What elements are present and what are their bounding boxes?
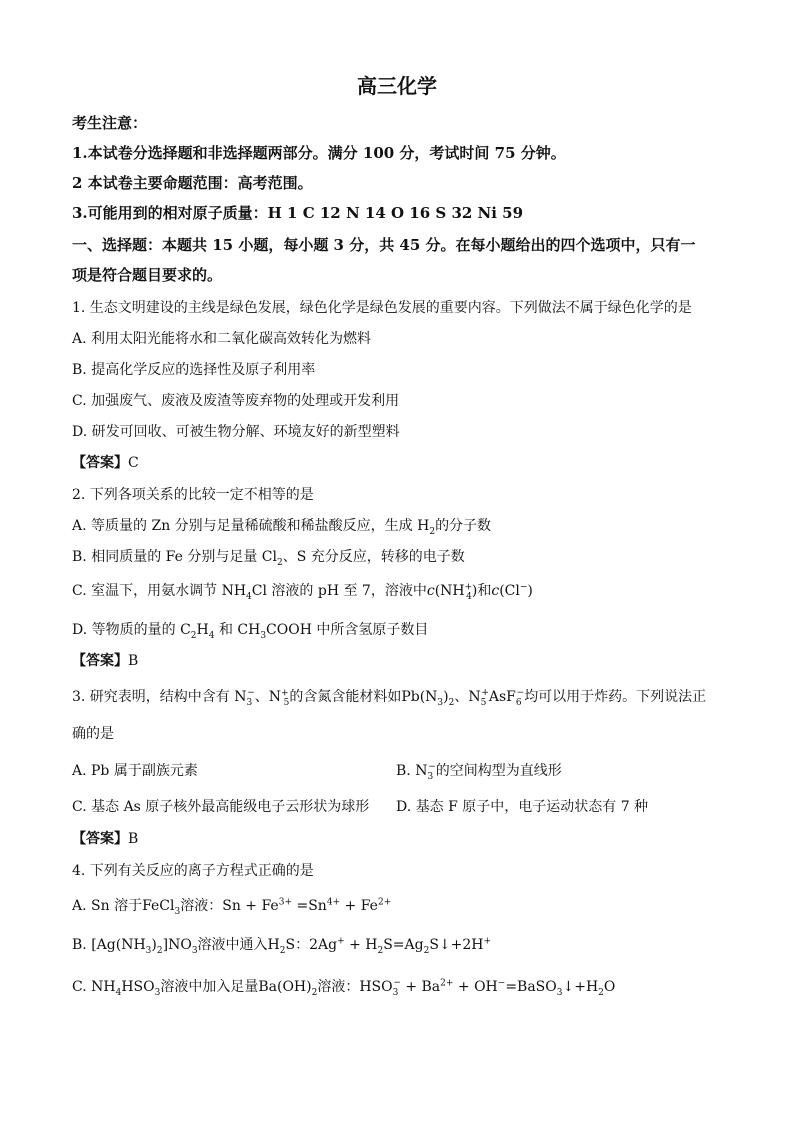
notice-3: 3.可能用到的相对原子质量：H 1 C 12 N 14 O 16 S 32 Ni 59 — [72, 204, 524, 222]
q3-formula-pbn3: $Pb(N_3)_2$ — [401, 689, 455, 708]
q3-stem-text-2: 、N — [254, 689, 282, 705]
section1-line2: 项是符合题目要求的。 — [72, 266, 223, 284]
q3-option-c: C. 基态 As 原子核外最高能级电子云形状为球形 — [72, 799, 370, 815]
page-title: 高三化学 — [357, 74, 437, 98]
q3-stem-text-3: 的含氮含能材料如 — [289, 689, 402, 705]
section1-line1: 一、选择题：本题共 15 小题，每小题 3 分，共 45 分。在每小题给出的四个选项中，只有一 — [72, 236, 696, 254]
q4-c-text: C. — [72, 979, 87, 995]
q3-stem-line1: 3. 研究表明，结构中含有 $N_3^-$、$N^+_5$的含氮含能材料如$Pb(N_3)_2$、$N_5^+AsF_6^-$均可以用于炸药。下列说法正 — [72, 688, 707, 708]
q4-b-formula-complex: $[Ag(NH_3)_2]NO_3$ — [91, 937, 198, 956]
q1-answer — [72, 452, 139, 472]
q3-stem-text-4: 、N — [454, 689, 481, 705]
q3-stem-text-5: 均可以用于炸药。下列说法正 — [524, 689, 707, 705]
answer-label: 【答案】 — [72, 831, 128, 847]
notice-2: 2 本试卷主要命题范围：高考范围。 — [72, 174, 313, 192]
q2-d-text: D. 等物质的量的 C — [72, 622, 191, 638]
q4-stem: 4. 下列有关反应的离子方程式正确的是 — [72, 863, 314, 879]
q4-a-text: A. Sn 溶于 — [72, 898, 143, 914]
q2-option-b: B. 相同质量的 Fe 分别与足量 $Cl_2$、S 充分反应，转移的电子数 — [72, 549, 465, 568]
answer-value: C — [128, 455, 139, 471]
q2-answer — [72, 650, 138, 670]
q3-option-b: B. $N_3^-$的空间构型为直线形 — [396, 762, 562, 782]
notice-1: 1.本试卷分选择题和非选择题两部分。满分 100 分，考试时间 75 分钟。 — [72, 144, 566, 162]
q3-stem-text: 3. 研究表明，结构中含有 N — [72, 689, 247, 705]
q4-a-text-mid: 溶液： — [180, 898, 223, 914]
q1-option-d: D. 研发可回收、可被生物分解、环境友好的新型塑料 — [72, 424, 400, 440]
q4-a-formula-fecl3: FeCl$_3$ — [142, 898, 181, 917]
q2-option-d: D. 等物质的量的 $C_2H_4$ 和 $CH_3COOH$ 中所含氢原子数目 — [72, 622, 429, 641]
q2-b-text: B. 相同质量的 Fe 分别与足量 Cl — [72, 549, 277, 565]
answer-value: B — [128, 653, 139, 669]
q2-c-text: C. 室温下，用氨水调节 NH — [72, 583, 247, 599]
q3-stem-line2: 确的是 — [72, 726, 114, 742]
q4-option-c — [72, 976, 615, 998]
q4-b-text-mid: 溶液中通入 — [197, 937, 268, 953]
q3-answer — [72, 828, 138, 848]
q4-c-equation: $HSO_3^- + Ba^{2+}$ + $OH^-=BaSO_3↓+H_2O$ — [359, 978, 616, 998]
answer-value: B — [128, 831, 139, 847]
q2-stem: 2. 下列各项关系的比较一定不相等的是 — [72, 487, 314, 503]
q3-b-text-end: 的空间构型为直线形 — [435, 763, 562, 779]
q1-option-c: C. 加强废气、废液及废渣等废弃物的处理或开发利用 — [72, 393, 400, 409]
q3-b-text: B. — [396, 763, 411, 779]
q2-option-a: A. 等质量的 Zn 分别与足量稀硫酸和稀盐酸反应，生成 $H_2$的分子数 — [72, 518, 492, 537]
q2-a-text-end: 的分子数 — [435, 518, 492, 534]
q2-c-formula-cl: c(Cl−) — [491, 582, 533, 599]
q2-a-text: A. 等质量的 Zn 分别与足量稀硫酸和稀盐酸反应，生成 H — [72, 518, 430, 534]
q4-b-text: B. — [72, 937, 87, 953]
q4-c-text-mid: 溶液中加入足量 — [160, 979, 259, 995]
q2-c-formula-nh4: $c(NH^+_4)$ — [426, 582, 478, 602]
q4-a-equation: $Sn + Fe^{3+} =Sn^{4+} + Fe^{2+}$ — [222, 897, 392, 914]
q3-option-d: D. 基态 F 原子中，电子运动状态有 7 种 — [396, 799, 649, 815]
q4-option-a — [72, 895, 391, 917]
q1-stem: 1. 生态文明建设的主线是绿色发展，绿色化学是绿色发展的重要内容。下列做法不属于绿色化学的是 — [72, 300, 692, 316]
q2-c-and: 和 — [477, 583, 492, 599]
q4-b-equation: $H_2S$：$2Ag^+ + H_2S=Ag_2S↓+2H^+$ — [267, 936, 492, 956]
notice-heading: 考生注意： — [72, 114, 148, 132]
q2-option-c: C. 室温下，用氨水调节 $NH_4Cl$ 溶液的 pH 至 7，溶液中$c(NH^+_4)$和c(Cl−) — [72, 582, 533, 602]
q4-c-formula-nh4hso3: $NH_4HSO_3$ — [91, 979, 161, 998]
q2-b-text-end: 、S 充分反应，转移的电子数 — [282, 549, 465, 565]
answer-label: 【答案】 — [72, 455, 128, 471]
q1-option-a: A. 利用太阳光能将水和二氧化碳高效转化为燃料 — [72, 331, 372, 347]
q1-option-b: B. 提高化学反应的选择性及原子利用率 — [72, 362, 316, 378]
q4-c-formula-baoh2: $Ba(OH)_2$ — [258, 979, 318, 998]
q3-option-a: A. Pb 属于副族元素 — [72, 763, 198, 779]
answer-label: 【答案】 — [72, 653, 128, 669]
q4-option-b — [72, 934, 491, 956]
q2-d-text-end: COOH 中所含氢原子数目 — [266, 622, 429, 638]
q2-c-text-mid: Cl 溶液的 pH 至 7，溶液中 — [251, 583, 427, 599]
q4-c-text-mid2: 溶液： — [317, 979, 360, 995]
q2-d-text-mid: 和 CH — [218, 622, 261, 638]
